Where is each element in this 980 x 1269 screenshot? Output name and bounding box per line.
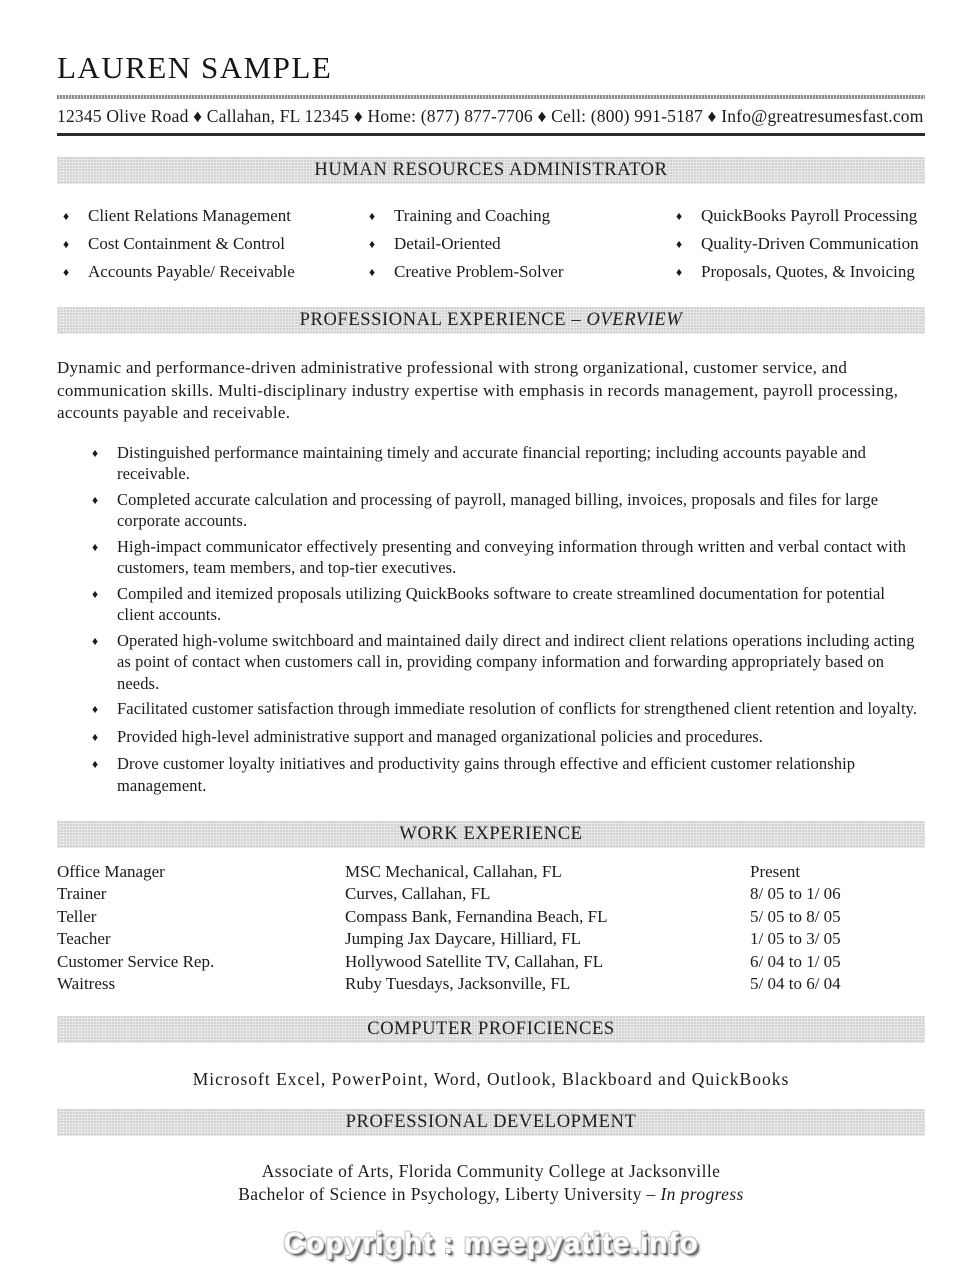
experience-bullet [92, 753, 925, 796]
experience-bullet [92, 489, 925, 532]
education-line-2-main: Bachelor of Science in Psychology, Liberty University – [238, 1184, 661, 1205]
job-company: Compass Bank, Fernandina Beach, FL [345, 906, 608, 926]
skill-item [363, 203, 670, 230]
job-title: Teller [57, 906, 97, 926]
job-dates: 8/ 05 to 1/ 06 [750, 884, 841, 904]
experience-bullet-text: Distinguished performance maintaining timely and accurate financial reporting; including accounts payable and receivable. [117, 442, 867, 483]
experience-bullet [92, 630, 925, 695]
section-header-computer-proficiencies-label: COMPUTER PROFICIENCES [367, 1019, 615, 1040]
section-header-work-experience [57, 821, 925, 848]
job-company: Curves, Callahan, FL [345, 884, 491, 904]
skill-item [670, 231, 925, 258]
skill-item [57, 231, 363, 258]
job-title: Trainer [57, 884, 107, 904]
table-row [57, 861, 925, 883]
skill-label: Proposals, Quotes, & Invoicing [701, 262, 915, 281]
skill-label: Training and Coaching [394, 206, 551, 225]
diamond-bullet-icon: ♦ [92, 492, 99, 507]
section-header-title-label: HUMAN RESOURCES ADMINISTRATOR [314, 160, 668, 180]
contact-divider [57, 133, 925, 136]
table-row [57, 883, 925, 905]
section-header-professional-development-label: PROFESSIONAL DEVELOPMENT [345, 1112, 637, 1133]
experience-summary: Dynamic and performance-driven administrative professional with strong organizational, customer service, and communication skills. Multi-disciplinary industry expertise with emphasis in records management, payroll processing, accounts payable and receivable. [57, 358, 899, 422]
diamond-bullet-icon: ♦ [369, 265, 376, 279]
job-dates: 6/ 04 to 1/ 05 [750, 951, 841, 971]
job-dates: 5/ 05 to 8/ 05 [750, 906, 841, 926]
experience-bullet-text: Drove customer loyalty initiatives and productivity gains through effective and efficient customer relationship management. [117, 754, 856, 795]
section-header-computer-proficiencies [57, 1016, 925, 1043]
experience-bullet [92, 583, 925, 626]
education-line-1: Associate of Arts, Florida Community College at Jacksonville [261, 1161, 721, 1182]
job-company: Hollywood Satellite TV, Callahan, FL [345, 951, 604, 971]
job-company: Ruby Tuesdays, Jacksonville, FL [345, 974, 571, 994]
job-company: MSC Mechanical, Callahan, FL [345, 862, 562, 881]
diamond-bullet-icon: ♦ [676, 209, 683, 223]
diamond-bullet-icon: ♦ [92, 445, 99, 460]
experience-bullet [92, 726, 925, 750]
experience-bullet-list [57, 442, 925, 797]
diamond-bullet-icon: ♦ [92, 729, 99, 744]
experience-bullet-text: Operated high-volume switchboard and maintained daily direct and indirect client relations operations including acting as point of contact when customers call in, providing company information and forwarding appropriately based on needs. [117, 630, 915, 693]
skill-item [670, 203, 925, 230]
copyright-watermark: Copyright : meepyatite.info [283, 1227, 699, 1261]
diamond-bullet-icon: ♦ [676, 237, 683, 251]
diamond-bullet-icon: ♦ [63, 237, 70, 251]
experience-bullet [92, 536, 925, 579]
skill-label: Creative Problem-Solver [394, 262, 564, 281]
skill-label: Quality-Driven Communication [701, 234, 919, 253]
experience-bullet-text: Completed accurate calculation and processing of payroll, managed billing, invoices, proposals and files for large corporate accounts. [117, 489, 879, 530]
experience-bullet-text: Compiled and itemized proposals utilizing QuickBooks software to create streamlined documentation for potential client accounts. [117, 583, 886, 624]
diamond-bullet-icon: ♦ [92, 757, 99, 771]
job-title: Waitress [57, 974, 116, 994]
diamond-bullet-icon: ♦ [369, 237, 376, 251]
skill-item [57, 203, 363, 230]
skill-item [670, 259, 925, 286]
job-dates: 1/ 05 to 3/ 05 [750, 929, 841, 949]
experience-bullet [92, 698, 925, 722]
section-header-professional-development [57, 1109, 925, 1136]
table-row [57, 973, 925, 995]
section-header-work-experience-label: WORK EXPERIENCE [399, 824, 583, 844]
diamond-bullet-icon: ♦ [92, 702, 99, 716]
experience-bullet-text: High-impact communicator effectively presenting and conveying information through written and verbal contact with customers, team members, and top-tier executives. [117, 536, 907, 577]
section-header-overview-label: OVERVIEW [586, 310, 683, 330]
job-title: Customer Service Rep. [57, 951, 215, 971]
skill-label: Accounts Payable/ Receivable [88, 262, 295, 281]
diamond-bullet-icon: ♦ [63, 209, 70, 223]
experience-bullet-text: Facilitated customer satisfaction through immediate resolution of conflicts for strengthened client retention and loyalty. [117, 699, 918, 718]
section-header-title [57, 157, 925, 184]
skill-label: QuickBooks Payroll Processing [701, 206, 918, 225]
job-dates: Present [750, 862, 801, 881]
experience-bullet [92, 442, 925, 485]
diamond-bullet-icon: ♦ [92, 539, 99, 554]
section-header-professional-experience-label: PROFESSIONAL EXPERIENCE – [299, 310, 587, 330]
computer-proficiencies-list: Microsoft Excel, PowerPoint, Word, Outlook, Blackboard and QuickBooks [192, 1069, 790, 1090]
job-dates: 5/ 04 to 6/ 04 [750, 974, 841, 994]
job-title: Office Manager [57, 862, 165, 881]
experience-bullet-text: Provided high-level administrative support and managed organizational policies and procedures. [117, 726, 763, 746]
education-line-2 [57, 1183, 925, 1206]
diamond-bullet-icon: ♦ [369, 209, 376, 223]
diamond-bullet-icon: ♦ [676, 265, 683, 279]
job-company: Jumping Jax Daycare, Hilliard, FL [345, 929, 582, 949]
skill-item [363, 259, 670, 286]
table-row [57, 928, 925, 950]
professional-development-lines [57, 1160, 925, 1206]
skill-label: Client Relations Management [88, 206, 292, 225]
contact-line: 12345 Olive Road ♦ Callahan, FL 12345 ♦ Home: (877) 877-7706 ♦ Cell: (800) 991-5187 ♦ Info@greatresumesfast.com [57, 106, 924, 126]
skill-item [363, 231, 670, 258]
diamond-bullet-icon: ♦ [92, 633, 99, 648]
skill-item [57, 259, 363, 286]
candidate-name: LAUREN SAMPLE [57, 50, 333, 85]
table-row [57, 951, 925, 973]
skill-label: Detail-Oriented [394, 234, 501, 253]
skill-label: Cost Containment & Control [88, 234, 285, 253]
section-header-professional-experience [57, 307, 925, 334]
job-title: Teacher [57, 929, 111, 949]
table-row [57, 906, 925, 928]
diamond-bullet-icon: ♦ [63, 265, 70, 279]
education-line-2-status: In progress [660, 1184, 744, 1205]
skills-grid [57, 203, 925, 286]
work-experience-table [57, 861, 925, 995]
diamond-bullet-icon: ♦ [92, 586, 99, 601]
